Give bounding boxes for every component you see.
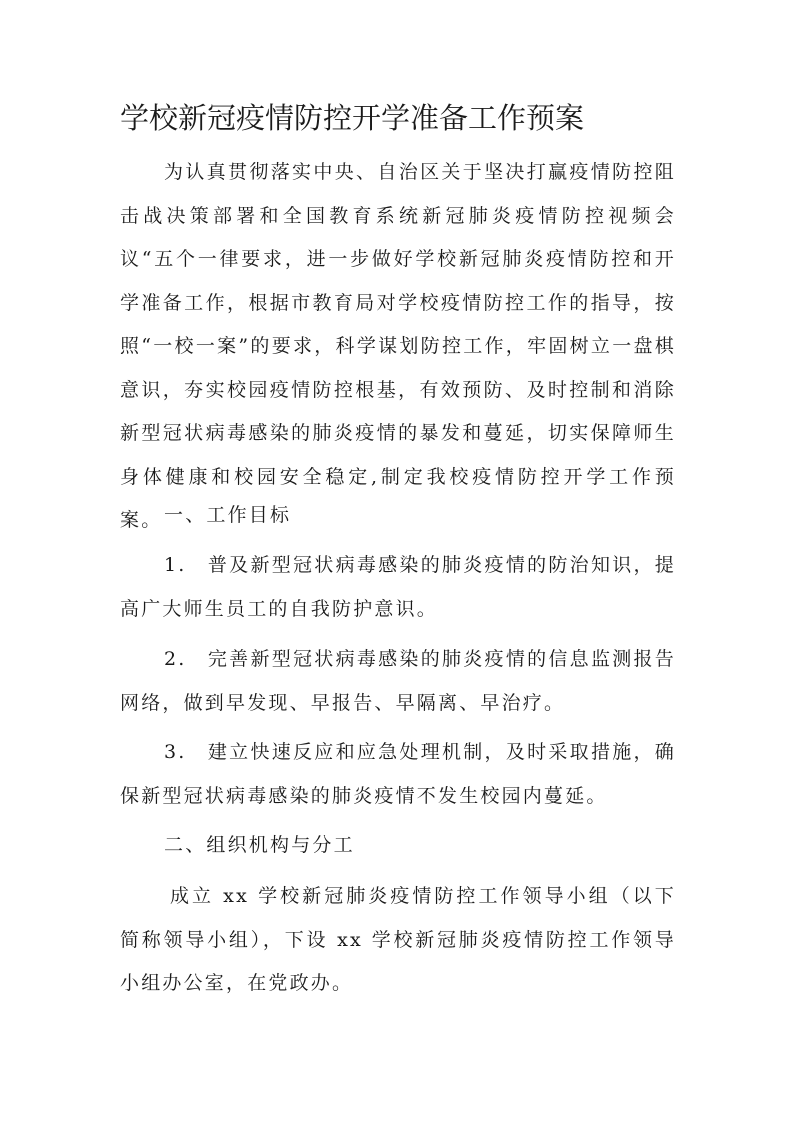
- organization-paragraph: 成立 xx 学校新冠肺炎疫情防控工作领导小组（以下简称领导小组），下设 xx 学校新冠肺炎疫情防控工作领导小组办公室，在党政办。: [120, 885, 676, 994]
- goal-item-3: 3. 建立快速反应和应急处理机制，及时采取措施，确保新型冠状病毒感染的肺炎疫情不发生校园内蔓延。: [120, 741, 676, 807]
- document-title: 学校新冠疫情防控开学准备工作预案: [120, 101, 585, 135]
- intro-paragraph: 为认真贯彻落实中央、自治区关于坚决打赢疫情防控阻击战决策部署和全国教育系统新冠肺炎疫情防控视频会议“五个一律要求，进一步做好学校新冠肺炎疫情防控和开学准备工作，根据市教育局对学校疫情防控工作的指导，按照“一校一案”的要求，科学谋划防控工作，牢固树立一盘棋意识，夯实校园疫情防控根基，有效预防、及时控制和消除新型冠状病毒感染的肺炎疫情的暴发和蔓延，切实保障师生身体健康和校园安全稳定,制定我校疫情防控开学工作预案。: [120, 161, 676, 531]
- section-heading-goals: 一、工作目标: [164, 504, 292, 526]
- section-heading-organization: 二、组织机构与分工: [164, 834, 355, 856]
- goal-item-1: 1. 普及新型冠状病毒感染的肺炎疫情的防治知识，提高广大师生员工的自我防护意识。: [120, 554, 676, 620]
- goal-item-2: 2. 完善新型冠状病毒感染的肺炎疫情的信息监测报告网络，做到早发现、早报告、早隔离、早治疗。: [120, 648, 676, 714]
